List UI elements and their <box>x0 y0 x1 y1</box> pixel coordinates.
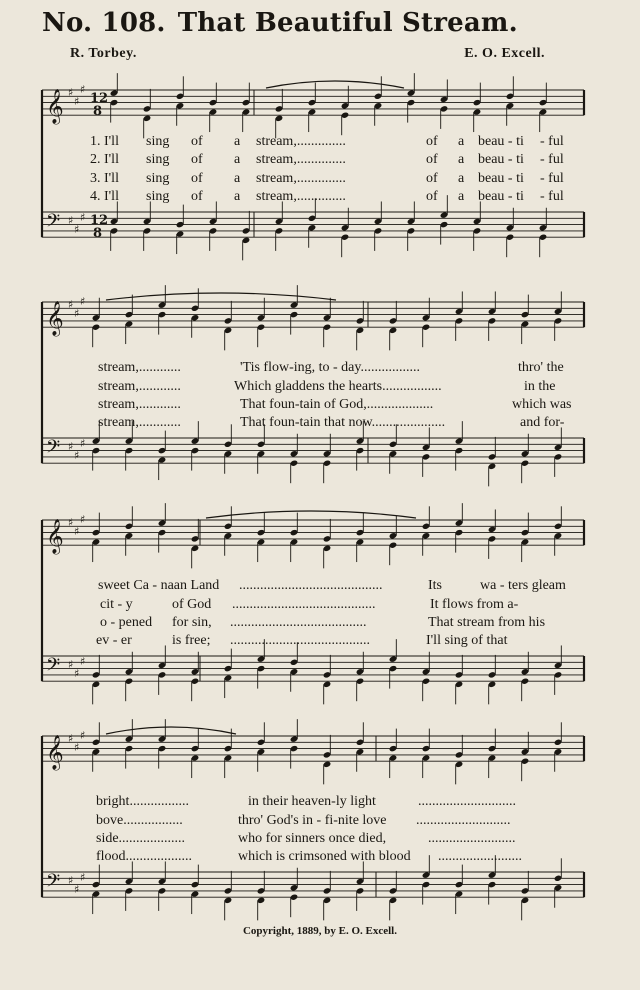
lyric-word: o - pened <box>100 615 153 630</box>
sharp-icon: ♯ <box>74 667 80 680</box>
lyric-word: of God <box>172 597 212 612</box>
time-signature-bottom: 8 <box>93 104 103 119</box>
lyric-word: That foun-tain of God,................... <box>240 397 434 412</box>
lyric-word: stream,.............. <box>256 134 346 149</box>
lyric-word: That stream from his <box>428 615 546 630</box>
tie-arc <box>206 511 416 518</box>
sharp-icon: ♯ <box>68 440 74 453</box>
lyric-word: Its <box>428 578 442 593</box>
lyric-word: - ful <box>540 152 564 167</box>
verse-3-line <box>54 831 584 849</box>
verse-2-line <box>54 813 584 831</box>
lyric-word: thro' God's in - fi-nite love <box>238 813 387 828</box>
sharp-icon: ♯ <box>80 729 86 742</box>
lyric-word: ............................ <box>418 794 516 809</box>
lyric-word: of <box>426 134 438 149</box>
sharp-icon: ♯ <box>74 741 80 754</box>
treble-clef-icon: 𝄞 <box>46 735 64 770</box>
lyric-word: - ful <box>540 189 564 204</box>
lyric-word: sweet Ca - naan Land <box>98 578 220 593</box>
sharp-icon: ♯ <box>68 658 74 671</box>
tie-arc <box>266 81 404 88</box>
lyric-word: a <box>234 189 241 204</box>
lyric-word: of <box>191 152 203 167</box>
lyric-word: thro' the <box>518 360 564 375</box>
lyricist-credit: R. Torbey. <box>70 46 137 61</box>
sharp-icon: ♯ <box>68 874 74 887</box>
time-signature-bottom: 8 <box>93 226 103 241</box>
lyric-word: ev - er <box>96 633 132 648</box>
time-signature-top: 12 <box>90 213 109 228</box>
lyric-word: a <box>458 171 465 186</box>
lyric-word: of <box>426 171 438 186</box>
lyric-word: in their heaven-ly light <box>248 794 376 809</box>
sharp-icon: ♯ <box>80 871 86 884</box>
tie-arc <box>106 293 336 300</box>
composer-credit: E. O. Excell. <box>464 46 545 61</box>
lyric-word: stream,............ <box>98 360 181 375</box>
lyric-word: sing <box>146 171 170 186</box>
hymn-title <box>42 8 518 38</box>
sharp-icon: ♯ <box>68 516 74 529</box>
lyric-word: That foun-tain that now..................... <box>240 415 446 430</box>
bass-clef-icon: 𝄢 <box>46 437 61 462</box>
lyric-word: in the <box>524 379 556 394</box>
lyric-word: beau - ti <box>478 171 524 186</box>
lyric-word: is free; <box>172 633 211 648</box>
verse-4-line <box>54 849 584 867</box>
lyric-word: flood................... <box>96 849 193 864</box>
lyric-word: of <box>426 189 438 204</box>
lyric-word: ........................... <box>416 813 511 828</box>
lyric-word: I'll sing of that <box>426 633 508 648</box>
sharp-icon: ♯ <box>74 223 80 236</box>
lyric-word: stream,............ <box>98 397 181 412</box>
treble-clef-icon: 𝄞 <box>46 89 64 124</box>
lyric-word: for sin, <box>172 615 212 630</box>
lyric-word: 'Tis flow-ing, to - day................. <box>240 360 420 375</box>
lyric-word: beau - ti <box>478 134 524 149</box>
sharp-icon: ♯ <box>80 513 86 526</box>
time-signature-top: 12 <box>90 91 109 106</box>
verse-3-line <box>54 615 584 633</box>
sharp-icon: ♯ <box>68 298 74 311</box>
verse-3-line <box>54 171 584 189</box>
lyric-word: a <box>458 189 465 204</box>
lyric-word: bove................. <box>96 813 183 828</box>
lyric-word: stream,.............. <box>256 171 346 186</box>
sharp-icon: ♯ <box>74 449 80 462</box>
lyric-word: ......................... <box>428 831 516 846</box>
sharp-icon: ♯ <box>74 883 80 896</box>
lyric-word: which was <box>512 397 572 412</box>
lyric-word: Which gladdens the hearts................. <box>234 379 442 394</box>
verse-2-line <box>54 379 584 397</box>
lyric-word: sing <box>146 189 170 204</box>
lyric-word: ......................................... <box>239 578 383 593</box>
lyric-word: beau - ti <box>478 189 524 204</box>
lyric-word: bright................. <box>96 794 189 809</box>
lyric-word: 4. I'll <box>90 189 119 204</box>
lyric-word: 3. I'll <box>90 171 119 186</box>
hymn-name: That Beautiful Stream. <box>177 8 518 38</box>
lyric-word: stream,............ <box>98 415 181 430</box>
lyric-word: a <box>234 171 241 186</box>
sharp-icon: ♯ <box>74 307 80 320</box>
lyric-word: a <box>458 134 465 149</box>
sharp-icon: ♯ <box>80 295 86 308</box>
bass-clef-icon: 𝄢 <box>46 871 61 896</box>
sharp-icon: ♯ <box>74 95 80 108</box>
verse-1-line <box>54 134 584 152</box>
lyric-word: ......................................... <box>232 597 376 612</box>
lyric-word: - ful <box>540 134 564 149</box>
lyric-word: a <box>234 134 241 149</box>
lyric-word: of <box>191 171 203 186</box>
lyric-word: and for- <box>520 415 565 430</box>
treble-clef-icon: 𝄞 <box>46 301 64 336</box>
lyric-word: stream,............ <box>98 379 181 394</box>
verse-2-line <box>54 152 584 170</box>
lyric-word: a <box>234 152 241 167</box>
lyric-word: It flows from a- <box>430 597 519 612</box>
lyric-word: wa - ters gleam <box>480 578 566 593</box>
bass-clef-icon: 𝄢 <box>46 211 61 236</box>
lyric-word: of <box>191 134 203 149</box>
lyric-word: sing <box>146 134 170 149</box>
verse-1-line <box>54 578 584 596</box>
sharp-icon: ♯ <box>68 86 74 99</box>
lyric-word: cit - y <box>100 597 133 612</box>
lyric-word: beau - ti <box>478 152 524 167</box>
sharp-icon: ♯ <box>68 732 74 745</box>
bass-clef-icon: 𝄢 <box>46 655 61 680</box>
verse-2-line <box>54 597 584 615</box>
sharp-icon: ♯ <box>80 83 86 96</box>
lyric-word: 1. I'll <box>90 134 119 149</box>
sharp-icon: ♯ <box>74 525 80 538</box>
verse-3-line <box>54 397 584 415</box>
sharp-icon: ♯ <box>68 214 74 227</box>
lyric-word: a <box>458 152 465 167</box>
lyric-word: ........................................ <box>230 633 370 648</box>
lyric-word: ....................................... <box>230 615 367 630</box>
lyric-word: of <box>426 152 438 167</box>
lyric-word: ........................ <box>438 849 522 864</box>
lyric-word: stream,.............. <box>256 152 346 167</box>
lyric-word: who for sinners once died, <box>238 831 387 846</box>
verse-1-line <box>54 794 584 812</box>
verse-4-line <box>54 633 584 651</box>
sharp-icon: ♯ <box>80 211 86 224</box>
treble-clef-icon: 𝄞 <box>46 519 64 554</box>
lyric-word: which is crimsoned with blood <box>238 849 411 864</box>
hymn-number: No. 108. <box>42 8 166 38</box>
verse-1-line <box>54 360 584 378</box>
lyric-word: of <box>191 189 203 204</box>
verse-4-line <box>54 189 584 207</box>
tie-arc <box>106 727 236 734</box>
verse-4-line <box>54 415 584 433</box>
sharp-icon: ♯ <box>80 655 86 668</box>
copyright-notice: Copyright, 1889, by E. O. Excell. <box>242 925 397 937</box>
lyric-word: - ful <box>540 171 564 186</box>
lyric-word: side................... <box>96 831 186 846</box>
sharp-icon: ♯ <box>80 437 86 450</box>
lyric-word: stream,.............. <box>256 189 346 204</box>
lyric-word: 2. I'll <box>90 152 119 167</box>
lyric-word: sing <box>146 152 170 167</box>
